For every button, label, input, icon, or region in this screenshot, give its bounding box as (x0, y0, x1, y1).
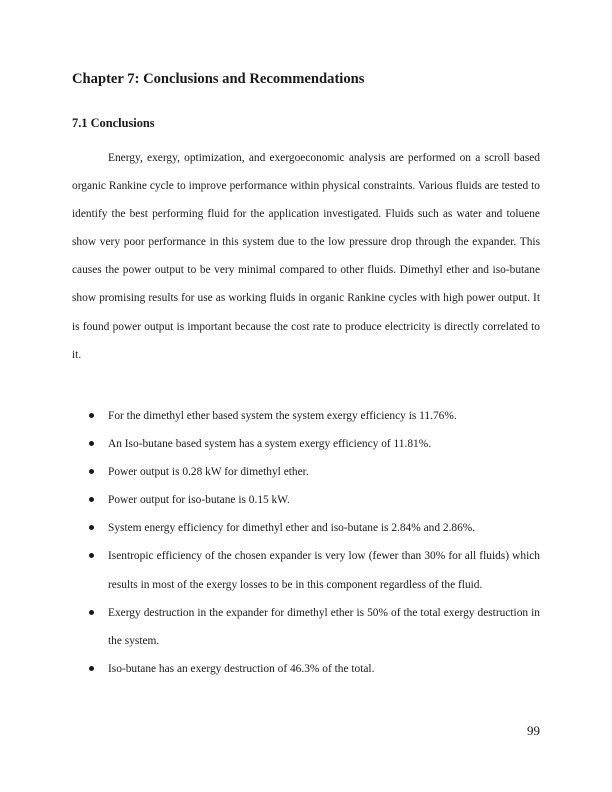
bullet-icon (89, 553, 94, 558)
chapter-title: Chapter 7: Conclusions and Recommendations (72, 71, 365, 87)
section-title: 7.1 Conclusions (72, 116, 155, 130)
conclusions-paragraph: Energy, exergy, optimization, and exergoeconomic analysis are performed on a scroll based organic Rankine cycle to improve performance within physical constraints. Various fluids are tested to identify the best performing fluid for the application investigated. Fluids such as water and toluene show very poor performance in this system due to the low pressure drop through the expander. This causes the power output to be very minimal compared to other fluids. Dimethyl ether and iso-butane show promising results for use as working fluids in organic Rankine cycles with high power output. It is found power output is important because the cost rate to produce electricity is directly correlated to it. (72, 152, 540, 361)
bullet-text: For the dimethyl ether based system the system exergy efficiency is 11.76%. (108, 410, 457, 422)
bullet-text: Power output is 0.28 kW for dimethyl ether. (108, 466, 309, 479)
bullet-item (72, 486, 540, 514)
bullet-text: Power output for iso-butane is 0.15 kW. (108, 494, 290, 507)
bullet-text: An Iso-butane based system has a system exergy efficiency of 11.81%. (108, 438, 432, 451)
bullet-text: Exergy destruction in the expander for dimethyl ether is 50% of the total exergy destruction in the system. (108, 606, 540, 647)
bullet-icon (89, 497, 94, 502)
bullet-text: Isentropic efficiency of the chosen expander is very low (fewer than 30% for all fluids) which results in most of the exergy losses to be in this component regardless of the fluid. (108, 550, 540, 591)
bullet-icon (89, 469, 94, 474)
bullet-item (72, 402, 540, 430)
bullet-text: Iso-butane has an exergy destruction of 46.3% of the total. (108, 662, 375, 675)
bullet-icon (89, 413, 94, 418)
bullet-icon (89, 610, 94, 615)
conclusions-bullet-list (72, 402, 540, 683)
bullet-item (72, 599, 540, 655)
page-number: 99 (527, 723, 540, 738)
bullet-icon (89, 666, 94, 671)
bullet-text: System energy efficiency for dimethyl ether and iso-butane is 2.84% and 2.86%. (108, 522, 476, 535)
bullet-item (72, 514, 540, 542)
bullet-icon (89, 525, 94, 530)
bullet-item (72, 458, 540, 486)
bullet-item (72, 655, 540, 683)
bullet-item (72, 430, 540, 458)
bullet-item (72, 542, 540, 598)
bullet-icon (89, 441, 94, 446)
